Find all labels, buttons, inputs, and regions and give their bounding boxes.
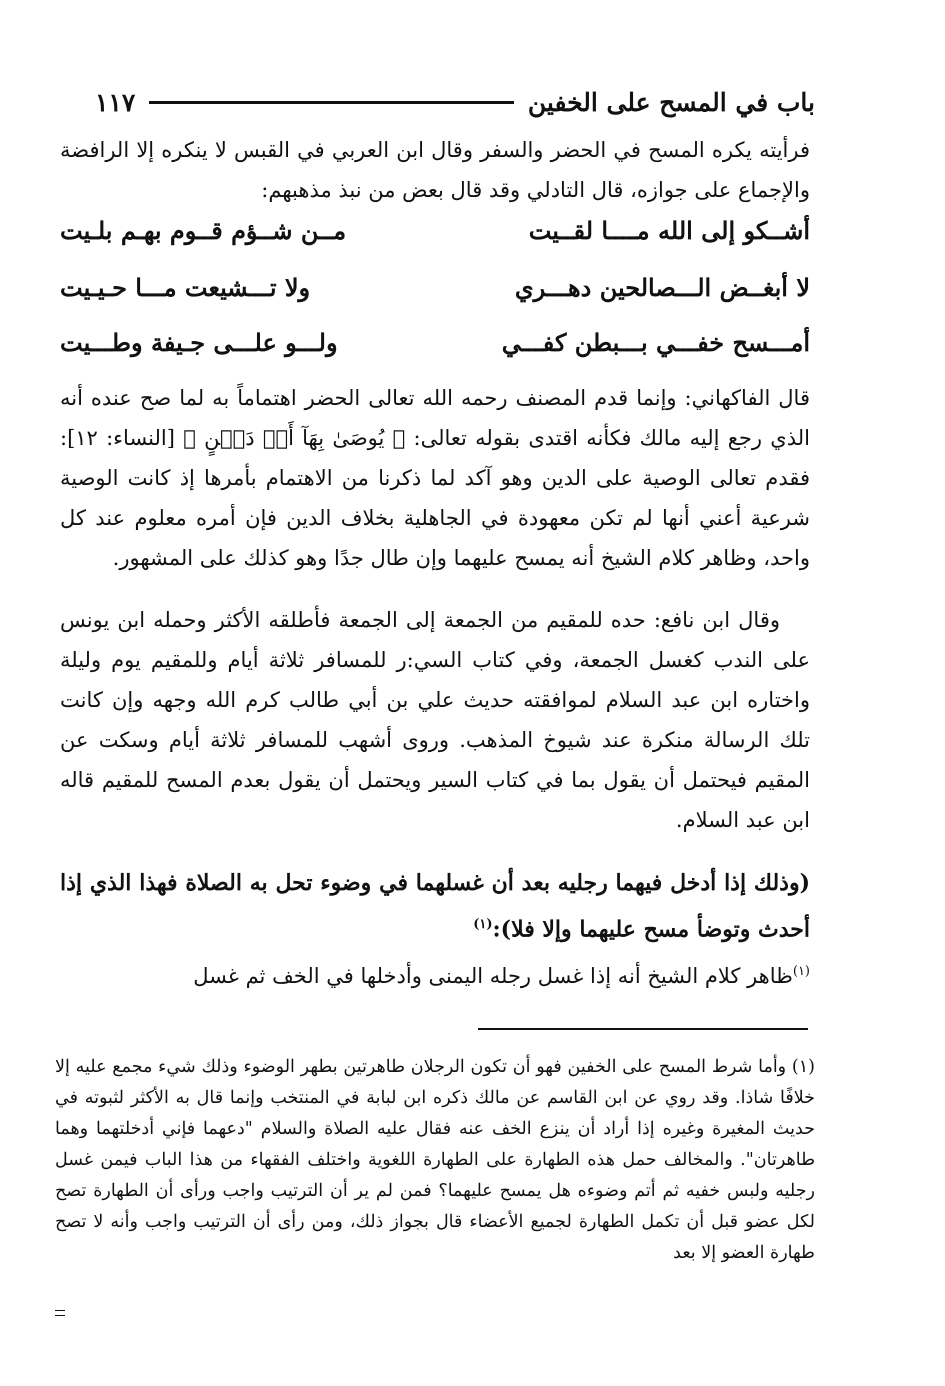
page-number: ١١٧	[95, 87, 136, 117]
footnote-marker: (١)	[791, 1057, 815, 1077]
matn-text: (وذلك إذا أدخل فيهما رجليه بعد أن غسلهما في وضوء تحل به الصلاة فهذا الذي إذا أحدث وتوضأ مسح عليهما وإلا فلا):	[60, 870, 810, 943]
running-header	[95, 82, 815, 122]
verse-1-second-hemistich: مــن شــؤم قــوم بهـم بلـيت	[60, 215, 347, 245]
paragraph-commentary-start	[60, 952, 810, 996]
continuation-mark	[55, 1310, 65, 1316]
verse-1-first-hemistich: أشــكو إلى الله مــــا لقــيت	[528, 215, 810, 245]
footnote-text: وأما شرط المسح على الخفين فهو أن تكون الرجلان طاهرتين بطهر الوضوء وذلك شيء مجمع عليه إلا خلافًا شاذا. وقد روي عن ابن القاسم عن مالك ذكره ابن لبابة في المنتخب وإنما قال به الأكثر لثبوته في حديث المغيرة وغيره إذا أراد أن ينزع الخف عنه فقال عليه الصلاة والسلام "دعهما فإني أدخلتهما وهما طاهرتان". والمخالف حمل هذه الطهارة على الطهارة اللغوية واختلف الفقهاء من هذا الباب فيمن غسل رجليه ولبس خفيه ثم أتم وضوءه هل يمسح عليهما؟ فمن لم ير أن الترتيب واجب ورأى أن الطهارة تصح لكل عضو قبل أن تكمل الطهارة لجميع الأعضاء قال بجواز ذلك، ومن رأى أن الترتيب واجب وأنه لا تصح طهارة العضو إلا بعد	[55, 1057, 815, 1263]
verse-3-second-hemistich: ولـــو علـــى جـيفة وطـــيت	[60, 327, 338, 357]
footnote-reference: (١)	[473, 917, 493, 932]
verse-2-first-hemistich: لا أبغــض الـــصالحين دهـــري	[514, 272, 810, 302]
chapter-title: باب في المسح على الخفين	[527, 87, 815, 117]
paragraph-fakihani: قال الفاكهاني: وإنما قدم المصنف رحمه الله تعالى الحضر اهتماماً به لما صح عنده أنه الذي رجع إليه مالك فكأنه اقتدى بقوله تعالى: ﴿ يُوصَىٰ بِهَآ أَوۡ دَيۡنٍ ﴾ [النساء: ١٢]: فقدم تعالى الوصية على الدين وهو آكد لما ذكرنا من الاهتمام بأمرها إذ كانت الوصية شرعية أعني أنها لم تكن معهودة في الجاهلية بخلاف الدين فإن أمره معلوم عند كل واحد، وظاهر كلام الشيخ أنه يمسح عليهما وإن طال جدًا وهو كذلك على المشهور.	[60, 386, 810, 570]
verse-line-2	[60, 265, 810, 309]
verse-line-1	[60, 208, 810, 252]
commentary-text: ظاهر كلام الشيخ أنه إذا غسل رجله اليمنى وأدخلها في الخف ثم غسل	[193, 964, 793, 988]
verse-2-second-hemistich: ولا تـــشيعت مـــا حـيـيت	[60, 272, 311, 302]
verse-line-3	[60, 320, 810, 364]
paragraph-intro: فرأيته يكره المسح في الحضر والسفر وقال ابن العربي في القبس لا ينكره إلا الرافضة والإجماع على جوازه، قال التادلي وقد قال بعض من نبذ مذهبهم:	[60, 138, 810, 202]
header-rule	[149, 101, 514, 104]
verse-3-first-hemistich: أمـــسح خفـــي بـــبطن كفـــي	[501, 327, 810, 357]
footnote-separator	[478, 1028, 808, 1030]
footnote	[55, 1052, 815, 1269]
footnote-reference-2: (١)	[792, 964, 810, 979]
paragraph-ibn-nafi: وقال ابن نافع: حده للمقيم من الجمعة إلى الجمعة فأطلقه الأكثر وحمله ابن يونس على الندب كغسل الجمعة، وفي كتاب السي:ر للمسافر ثلاثة أيام وللمقيم يوم وليلة واختاره ابن عبد السلام لموافقته حديث علي بن أبي طالب كرم الله وجهه وإن كانت تلك الرسالة منكرة عند شيوخ المذهب. وروى أشهب للمسافر ثلاثة أيام وسكت عن المقيم فيحتمل أن يقول بما في كتاب السير ويحتمل أن يقول بعدم المسح للمقيم قاله ابن عبد السلام.	[60, 608, 810, 832]
paragraph-matn	[60, 862, 810, 950]
